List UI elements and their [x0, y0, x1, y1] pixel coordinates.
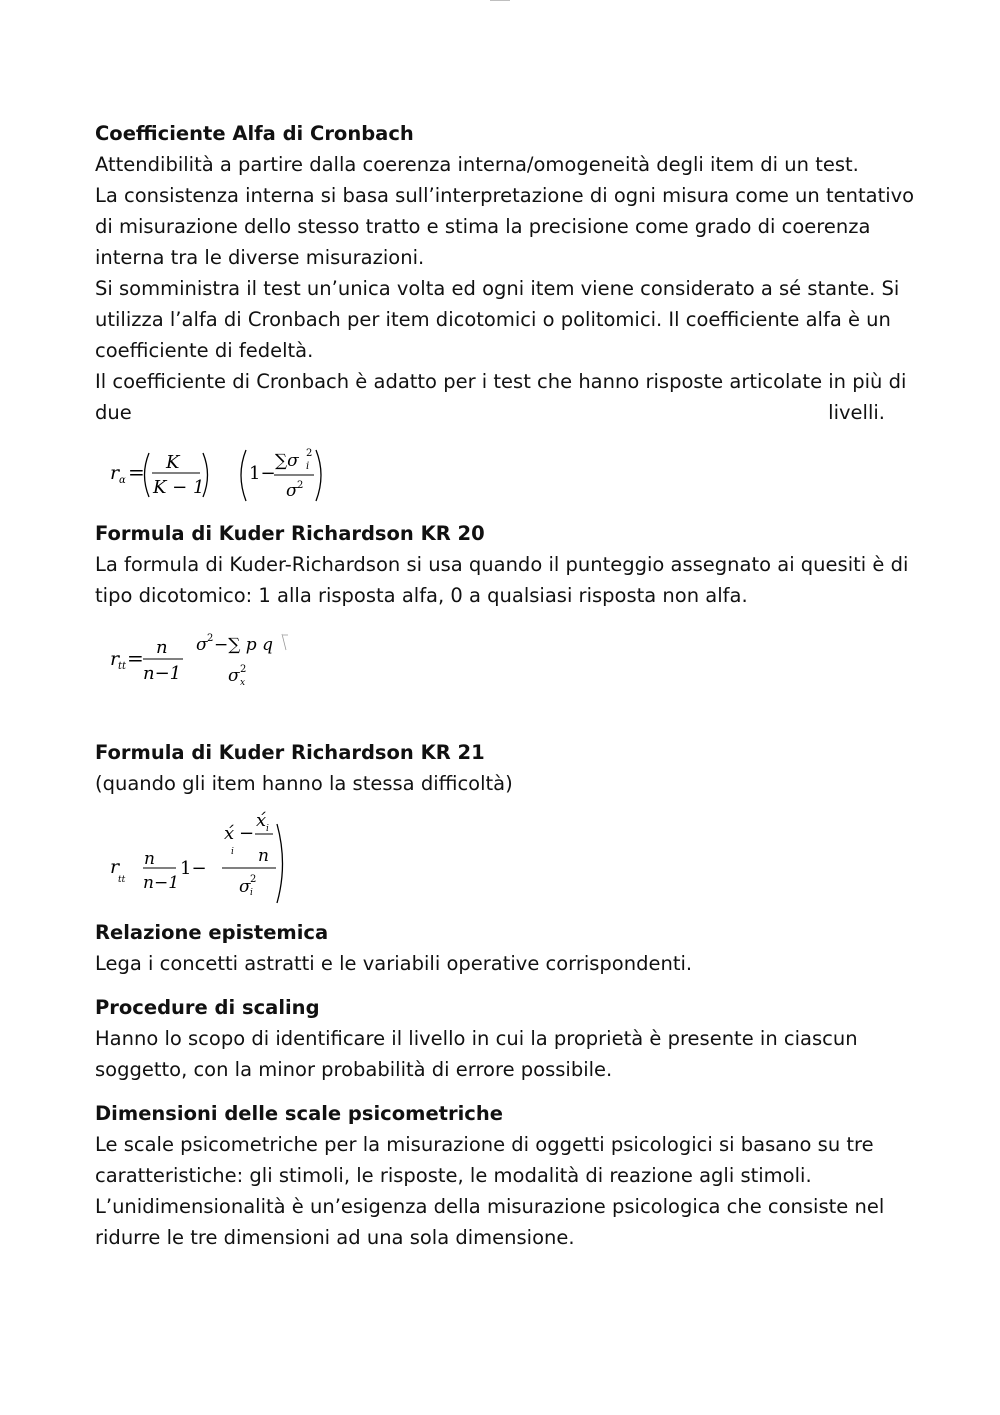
formula-n: n [258, 846, 269, 866]
paragraph-line: La consistenza interna si basa sull’interpretazione di ogni misura come un tentativo [95, 184, 915, 207]
paragraph-line: Attendibilità a partire dalla coerenza interna/omogeneità degli item di un test. [95, 153, 859, 176]
paragraph-line: caratteristiche: gli stimoli, le risposte, le modalità di reazione agli stimoli. [95, 1164, 812, 1187]
formula-sigma: σ [239, 877, 251, 897]
section-kr20 [95, 518, 909, 611]
formula-bottom-sub: x [240, 678, 246, 688]
formula-denominator: n−1 [143, 873, 180, 893]
paragraph-line: L’unidimensionalità è un’esigenza della misurazione psicologica che consiste nel [95, 1195, 885, 1218]
formula-equals: = [127, 646, 144, 670]
formula-top-sigma: σ [196, 635, 208, 655]
paragraph-line: utilizza l’alfa di Cronbach per item dicotomici o politomici. Il coefficiente alfa è un [95, 308, 891, 331]
paragraph-line: coefficiente di fedeltà. [95, 339, 314, 362]
justified-line-right: livelli. [828, 401, 885, 424]
section-relazione-epistemica [95, 917, 885, 979]
formula-equals: = [128, 460, 145, 484]
formula-sum-sub: i [306, 461, 310, 472]
formula-cronbach-alpha [108, 444, 338, 506]
section-procedure-scaling [95, 992, 885, 1085]
formula-numerator: n [144, 849, 155, 869]
page-top-mark [490, 0, 510, 1]
paragraph-line: La formula di Kuder-Richardson si usa quando il punteggio assegnato ai quesiti è di [95, 553, 909, 576]
formula-one-minus: 1− [249, 463, 276, 484]
formula-denominator: K − 1 [153, 477, 205, 498]
section-heading: Procedure di scaling [95, 996, 320, 1019]
section-heading: Formula di Kuder Richardson KR 20 [95, 522, 485, 545]
section-kr21 [95, 737, 885, 799]
section-dimensioni-scale [95, 1098, 885, 1253]
formula-bottom-sup: 2 [240, 664, 247, 675]
justified-line [95, 397, 885, 428]
formula-one-minus: 1− [180, 858, 207, 879]
section-heading: Coefficiente Alfa di Cronbach [95, 122, 414, 145]
formula-kr21 [108, 806, 298, 906]
paragraph-line: (quando gli item hanno la stessa difficoltà) [95, 772, 513, 795]
formula-sum-sup: 2 [306, 448, 313, 459]
justified-line-left: due [95, 401, 132, 424]
section-cronbach [95, 118, 915, 428]
formula-top-rest: −∑ p q [214, 635, 273, 655]
paragraph-line: Le scale psicometriche per la misurazione di oggetti psicologici si basano su tre [95, 1133, 874, 1156]
formula-sigma-sup: 2 [250, 874, 257, 885]
paragraph-line: interna tra le diverse misurazioni. [95, 246, 425, 269]
paragraph-line: Si somministra il test un’unica volta ed ogni item viene considerato a sé stante. Si [95, 277, 900, 300]
formula-minus: − [239, 823, 255, 844]
paragraph-line: ridurre le tre dimensioni ad una sola dimensione. [95, 1226, 575, 1249]
formula-numerator: K [166, 452, 180, 473]
paragraph-line: Il coefficiente di Cronbach è adatto per i test che hanno risposte articolate in più di [95, 370, 907, 393]
formula-top-sup: 2 [207, 633, 214, 644]
formula-bottom-sigma: σ [228, 666, 240, 686]
formula-lhs: r [110, 648, 120, 670]
formula-denominator: n−1 [143, 663, 182, 684]
formula-xbar: x́ [224, 823, 235, 844]
formula-numerator: n [156, 637, 168, 658]
paragraph-line: Hanno lo scopo di identificare il livello in cui la proprietà è presente in ciascun [95, 1027, 858, 1050]
formula-sigma: σ [286, 481, 298, 501]
formula-xi-sub: i [266, 824, 269, 834]
formula-xi: x́ [256, 810, 267, 831]
section-heading: Formula di Kuder Richardson KR 21 [95, 741, 485, 764]
formula-lhs-sub: α [119, 475, 126, 486]
paragraph-line: soggetto, con la minor probabilità di errore possibile. [95, 1058, 613, 1081]
paragraph-line: Lega i concetti astratti e le variabili operative corrispondenti. [95, 952, 693, 975]
paragraph-line: di misurazione dello stesso tratto e stima la precisione come grado di coerenza [95, 215, 871, 238]
formula-xbar-sub: i [231, 847, 234, 857]
formula-sigma-sub: i [250, 888, 253, 898]
formula-lhs: r [110, 462, 120, 484]
formula-lhs: r [110, 856, 120, 878]
formula-lhs-sub: tt [118, 875, 126, 885]
section-heading: Relazione epistemica [95, 921, 329, 944]
formula-kr20 [108, 626, 308, 692]
formula-sigma-sup: 2 [297, 480, 304, 491]
section-heading: Dimensioni delle scale psicometriche [95, 1102, 503, 1125]
formula-sum: ∑σ [275, 451, 299, 471]
formula-lhs-sub: tt [118, 661, 127, 672]
paragraph-line: tipo dicotomico: 1 alla risposta alfa, 0 a qualsiasi risposta non alfa. [95, 584, 748, 607]
